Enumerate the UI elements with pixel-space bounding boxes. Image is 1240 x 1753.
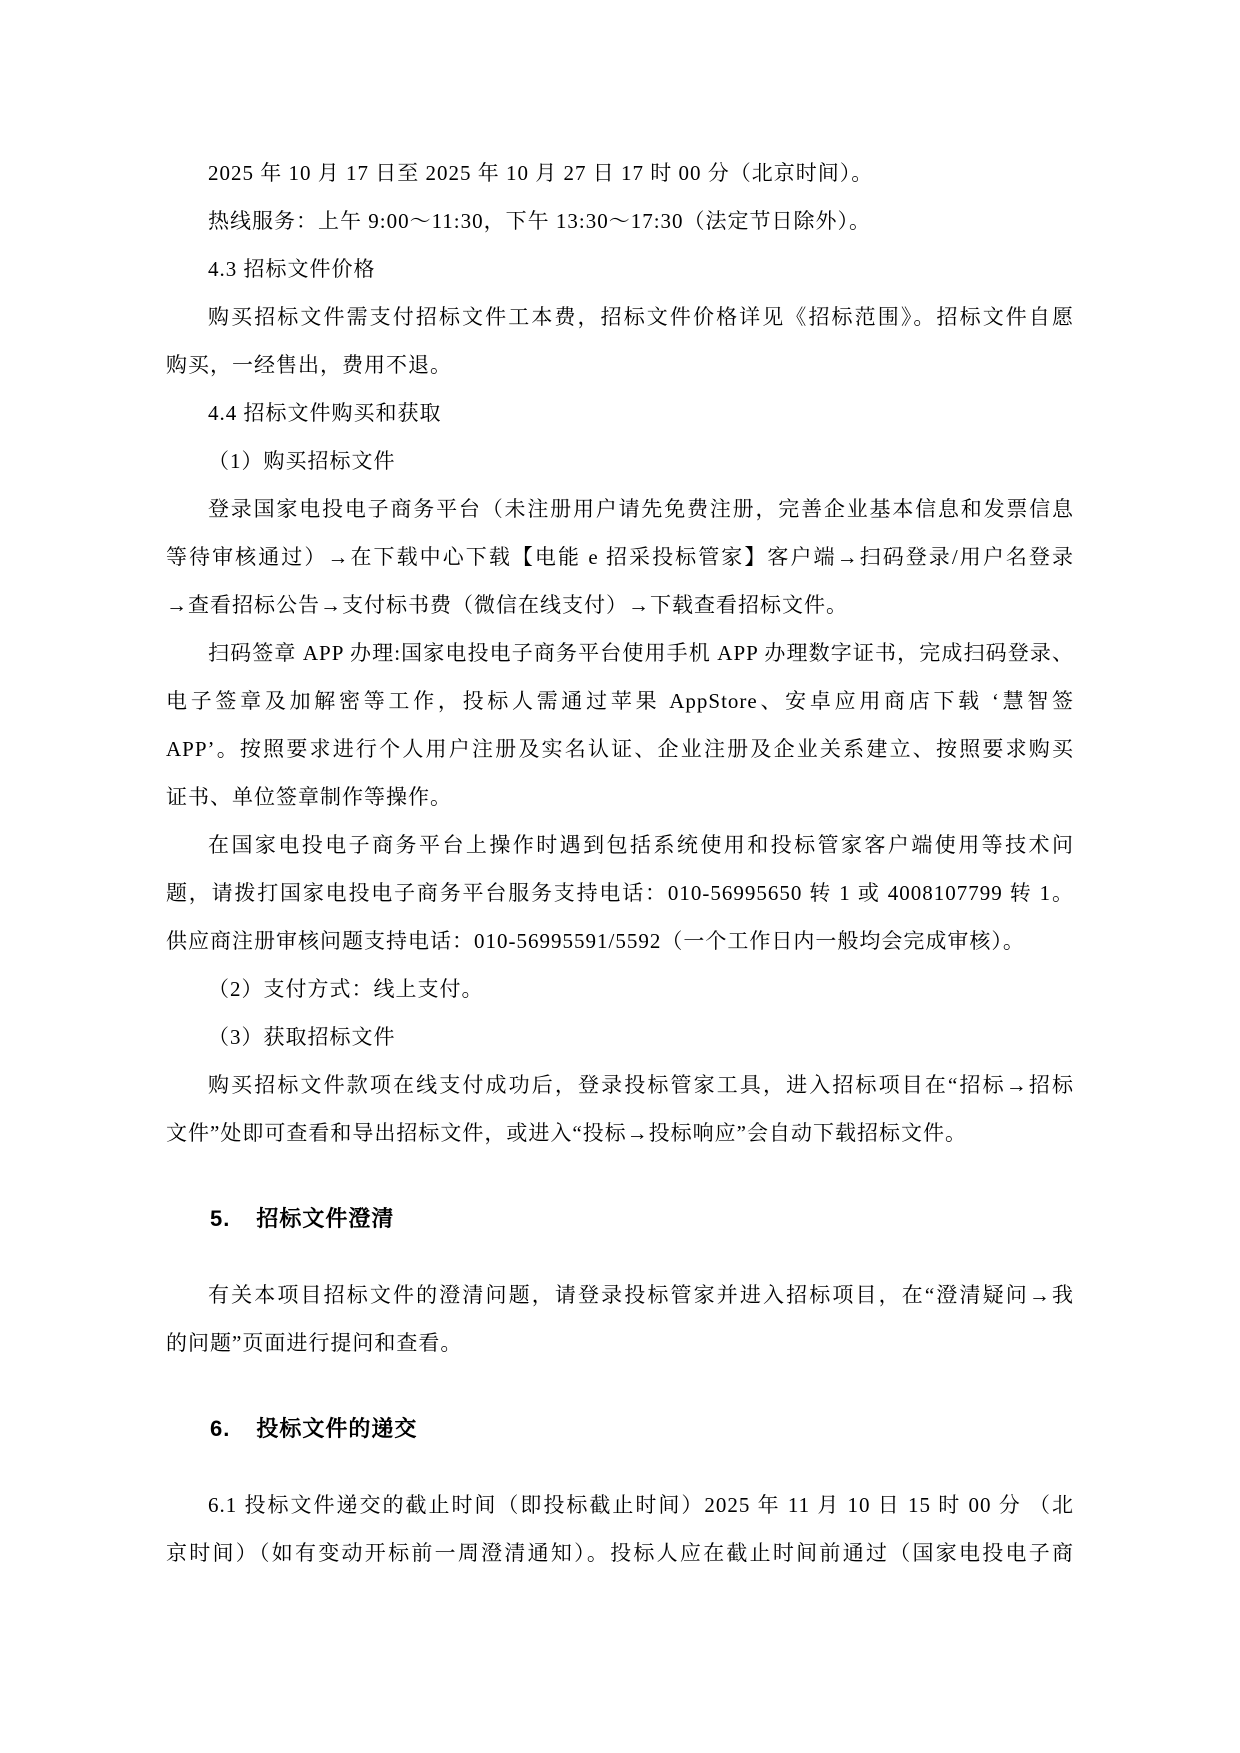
text-line: （3）获取招标文件 xyxy=(208,1025,396,1049)
text-line: 扫码签章 APP 办理:国家电投电子商务平台使用手机 APP 办理数字证书，完成扫码登录、 xyxy=(208,641,1074,665)
text-line: 供应商注册审核问题支持电话：010-56995591/5592（一个工作日内一般均会完成审核）。 xyxy=(166,929,1025,953)
paragraph xyxy=(166,965,1074,1013)
paragraph xyxy=(166,293,1074,389)
text-line: 2025 年 10 月 17 日至 2025 年 10 月 27 日 17 时 00 分（北京时间）。 xyxy=(208,161,874,185)
paragraph xyxy=(166,821,1074,965)
text-line: 4.3 招标文件价格 xyxy=(208,257,376,281)
paragraph xyxy=(166,197,1074,245)
text-line: 有关本项目招标文件的澄清问题，请登录投标管家并进入招标项目，在“澄清疑问→我 xyxy=(208,1283,1074,1307)
section-heading xyxy=(166,1405,1074,1453)
section-number: 5. xyxy=(210,1206,231,1231)
text-line: 4.4 招标文件购买和获取 xyxy=(208,401,442,425)
text-line: 购买，一经售出，费用不退。 xyxy=(166,353,452,377)
text-line: 购买招标文件需支付招标文件工本费，招标文件价格详见《招标范围》。招标文件自愿 xyxy=(208,305,1074,329)
text-line: 热线服务：上午 9:00～11:30，下午 13:30～17:30（法定节日除外）。 xyxy=(208,209,872,233)
text-line: 的问题”页面进行提问和查看。 xyxy=(166,1331,463,1355)
section-title: 招标文件澄清 xyxy=(256,1206,395,1231)
paragraph xyxy=(166,1061,1074,1157)
paragraph xyxy=(166,1271,1074,1367)
text-line: 等待审核通过）→在下载中心下载【电能 e 招采投标管家】客户端→扫码登录/用户名登录 xyxy=(166,545,1074,569)
text-line: （1）购买招标文件 xyxy=(208,449,396,473)
section-heading xyxy=(166,1195,1074,1243)
text-line: 证书、单位签章制作等操作。 xyxy=(166,785,452,809)
text-line: 登录国家电投电子商务平台（未注册用户请先免费注册，完善企业基本信息和发票信息 xyxy=(208,497,1074,521)
paragraph xyxy=(166,1481,1074,1577)
text-line: 购买招标文件款项在线支付成功后，登录投标管家工具，进入招标项目在“招标→招标 xyxy=(208,1073,1074,1097)
text-line: 6.1 投标文件递交的截止时间（即投标截止时间）2025 年 11 月 10 日 15 时 00 分 （北 xyxy=(208,1493,1074,1517)
text-line: 在国家电投电子商务平台上操作时遇到包括系统使用和投标管家客户端使用等技术问 xyxy=(208,833,1074,857)
paragraph xyxy=(166,149,1074,197)
text-line: →查看招标公告→支付标书费（微信在线支付）→下载查看招标文件。 xyxy=(166,593,848,617)
paragraph xyxy=(166,389,1074,437)
paragraph xyxy=(166,629,1074,821)
text-line: 京时间）（如有变动开标前一周澄清通知）。投标人应在截止时间前通过（国家电投电子商 xyxy=(166,1541,1074,1565)
text-line: 文件”处即可查看和导出招标文件，或进入“投标→投标响应”会自动下载招标文件。 xyxy=(166,1121,967,1145)
text-line: APP’。按照要求进行个人用户注册及实名认证、企业注册及企业关系建立、按照要求购买 xyxy=(166,737,1074,761)
document-content xyxy=(166,149,1074,1577)
section-number: 6. xyxy=(210,1416,231,1441)
paragraph xyxy=(166,485,1074,629)
text-line: 题，请拨打国家电投电子商务平台服务支持电话：010-56995650 转 1 或 4008107799 转 1。 xyxy=(166,881,1074,905)
text-line: 电子签章及加解密等工作，投标人需通过苹果 AppStore、安卓应用商店下载 ‘慧智签 xyxy=(166,689,1074,713)
paragraph xyxy=(166,1013,1074,1061)
paragraph xyxy=(166,245,1074,293)
section-title: 投标文件的递交 xyxy=(256,1416,418,1441)
paragraph xyxy=(166,437,1074,485)
text-line: （2）支付方式：线上支付。 xyxy=(208,977,484,1001)
